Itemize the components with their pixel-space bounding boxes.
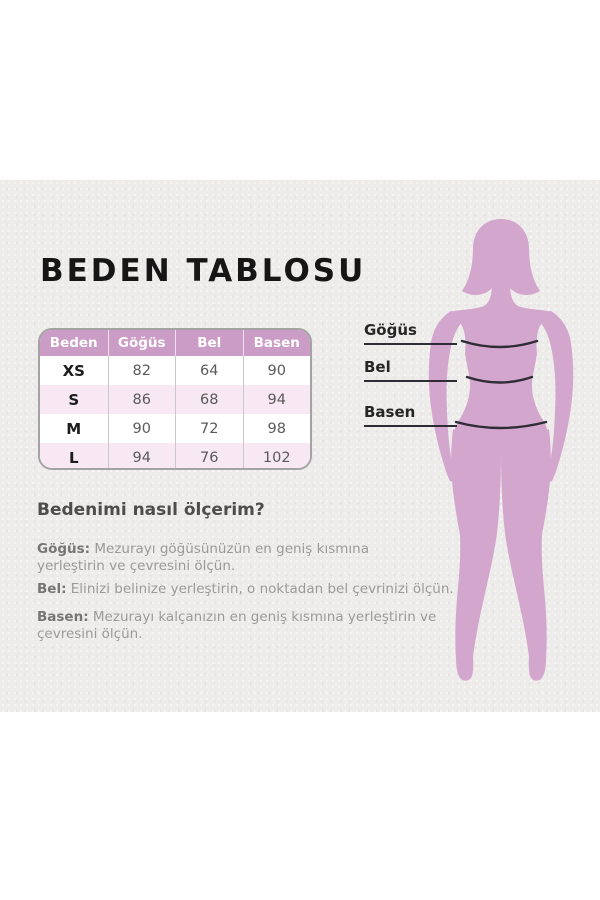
s-chest-value: 86 [108,385,176,414]
howto-heading: Bedenimi nasıl ölçerim? [37,500,265,520]
l-chest-value: 94 [108,443,176,470]
xs-hip-value: 90 [243,356,311,385]
m-chest-value: 90 [108,414,176,443]
col-header-basen: Basen [243,330,311,356]
size-xs-label: XS [40,356,108,385]
size-l-label: L [40,443,108,470]
howto-chest-term: Göğüs: [37,541,91,557]
page-title: BEDEN TABLOSU [40,253,367,289]
size-s-label: S [40,385,108,414]
xs-waist-value: 64 [175,356,243,385]
silhouette-right-leg [501,429,551,681]
m-waist-value: 72 [175,414,243,443]
howto-waist-term: Bel: [37,581,67,597]
waist-label: Bel [364,358,457,382]
hips-label: Basen [364,403,457,427]
size-m-label: M [40,414,108,443]
howto-hips-instruction [37,609,457,643]
howto-waist-instruction [37,581,477,598]
col-header-beden: Beden [40,330,108,356]
size-table [38,328,312,470]
l-hip-value: 102 [243,443,311,470]
howto-hips-term: Basen: [37,609,89,625]
s-hip-value: 94 [243,385,311,414]
col-header-gogus: Göğüs [108,330,176,356]
chest-label: Göğüs [364,321,457,345]
col-header-bel: Bel [175,330,243,356]
xs-chest-value: 82 [108,356,176,385]
silhouette-left-leg [451,429,501,681]
m-hip-value: 98 [243,414,311,443]
howto-waist-text: Elinizi belinize yerleştirin, o noktadan bel çevrinizi ölçün. [70,581,454,597]
silhouette-torso [451,283,551,460]
howto-chest-instruction [37,541,389,575]
howto-chest-text: Mezurayı göğüsünüzün en geniş kısmına yerleştirin ve çevresini ölçün. [37,541,369,574]
l-waist-value: 76 [175,443,243,470]
howto-hips-text: Mezurayı kalçanızın en geniş kısmına yerleştirin ve çevresini ölçün. [37,609,437,642]
s-waist-value: 68 [175,385,243,414]
